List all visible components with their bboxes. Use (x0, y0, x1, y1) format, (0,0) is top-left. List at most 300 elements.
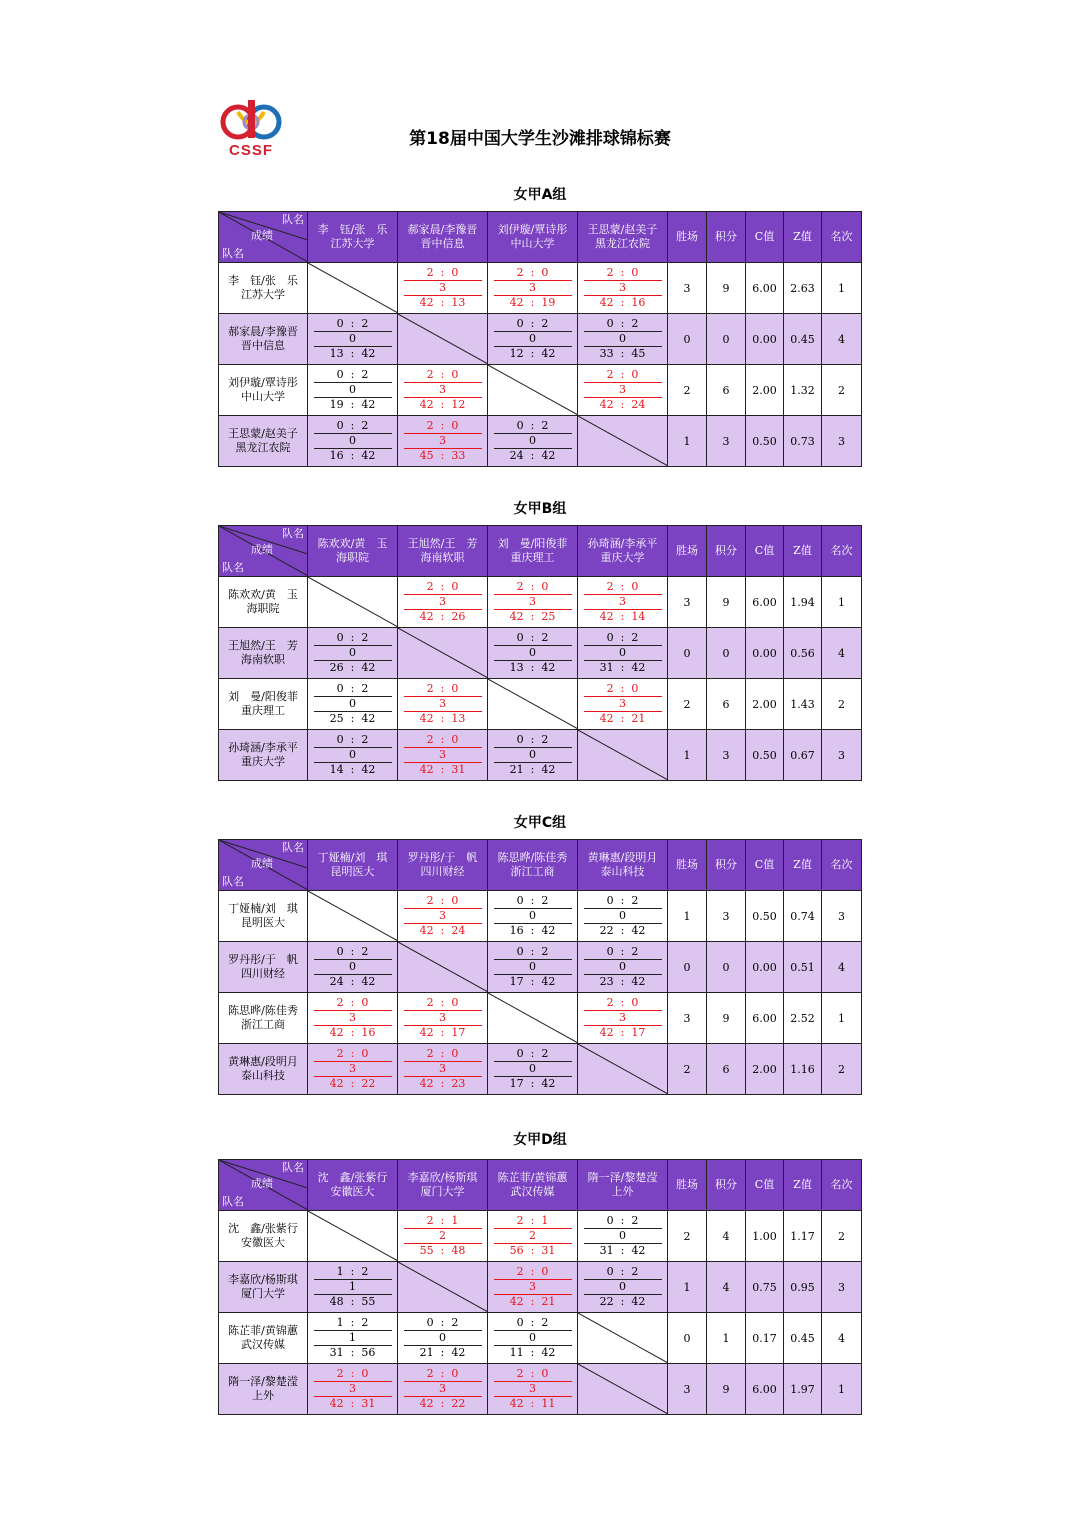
wins-value: 2 (668, 1044, 707, 1095)
team-school: 武汉传媒 (510, 1185, 555, 1198)
rank-value: 4 (822, 628, 862, 679)
rank-value: 3 (822, 891, 862, 942)
z-value: 0.45 (784, 1313, 822, 1364)
match-result-cell (578, 1211, 668, 1262)
row-team-players: 刘 曼/阳俊菲 (228, 690, 298, 703)
diagonal-line (578, 730, 668, 780)
point-score: 13 : 42 (509, 661, 556, 674)
team-column-header (398, 212, 488, 263)
team-players: 王旭然/王 芳 (407, 537, 478, 550)
point-score: 45 : 33 (419, 449, 466, 462)
team-column-header (488, 526, 578, 577)
z-value: 2.63 (784, 263, 822, 314)
match-result (314, 631, 392, 675)
rank-header: 名次 (822, 526, 862, 577)
match-points: 3 (584, 595, 662, 610)
match-points: 0 (494, 960, 572, 975)
match-points: 0 (584, 1280, 662, 1295)
set-score: 2 : 0 (404, 419, 482, 434)
corner-row-label: 队名 (222, 561, 244, 574)
team-column-header (398, 840, 488, 891)
team-row (219, 577, 862, 628)
match-result-cell (398, 891, 488, 942)
match-result (404, 894, 482, 938)
match-result-cell (308, 679, 398, 730)
corner-team-label: 队名 (282, 1161, 304, 1174)
point-score: 26 : 42 (329, 661, 376, 674)
wins-value: 1 (668, 730, 707, 781)
match-result-cell (578, 891, 668, 942)
row-team-name (219, 416, 308, 467)
match-result (404, 419, 482, 463)
match-result-cell (308, 1313, 398, 1364)
row-team-name (219, 730, 308, 781)
standings-table (218, 525, 862, 781)
point-score: 42 : 31 (419, 763, 466, 776)
corner-header (219, 212, 308, 263)
set-score: 2 : 0 (404, 996, 482, 1011)
match-result (584, 317, 662, 361)
team-column-header (308, 840, 398, 891)
set-score: 2 : 0 (314, 996, 392, 1011)
point-score: 22 : 42 (599, 924, 646, 937)
point-score: 17 : 42 (509, 975, 556, 988)
c-value: 6.00 (746, 577, 784, 628)
match-result (404, 1316, 482, 1360)
self-match-cell (308, 891, 398, 942)
set-score: 2 : 0 (404, 580, 482, 595)
match-result-cell (308, 1262, 398, 1313)
set-score: 0 : 2 (584, 631, 662, 646)
header-row (219, 526, 862, 577)
match-points: 2 (404, 1229, 482, 1244)
set-score: 2 : 0 (404, 1047, 482, 1062)
row-team-players: 陈欢欢/黄 玉 (228, 588, 298, 601)
team-row (219, 1262, 862, 1313)
match-result-cell (308, 1044, 398, 1095)
c-value-header: C值 (746, 840, 784, 891)
team-row (219, 314, 862, 365)
row-team-name (219, 993, 308, 1044)
match-result-cell (578, 1262, 668, 1313)
wins-value: 3 (668, 263, 707, 314)
point-score: 16 : 42 (509, 924, 556, 937)
z-value-header: Z值 (784, 526, 822, 577)
team-row (219, 1044, 862, 1095)
row-team-school: 武汉传媒 (241, 1338, 285, 1351)
row-team-players: 陈思晔/陈佳秀 (228, 1004, 298, 1017)
point-score: 24 : 42 (329, 975, 376, 988)
diagonal-line (488, 679, 578, 729)
row-team-school: 泰山科技 (241, 1069, 285, 1082)
match-result (314, 368, 392, 412)
self-match-cell (398, 942, 488, 993)
match-result (494, 1367, 572, 1411)
set-score: 2 : 1 (404, 1214, 482, 1229)
match-result (314, 1265, 392, 1309)
match-points: 3 (404, 748, 482, 763)
match-result-cell (488, 1313, 578, 1364)
match-result-cell (488, 314, 578, 365)
match-result-cell (488, 942, 578, 993)
match-result (314, 945, 392, 989)
points-value: 0 (707, 628, 746, 679)
point-score: 42 : 12 (419, 398, 466, 411)
row-team-school: 黑龙江农院 (235, 441, 291, 454)
match-points: 3 (404, 383, 482, 398)
row-team-school: 四川财经 (241, 967, 285, 980)
match-result-cell (578, 942, 668, 993)
match-result-cell (308, 365, 398, 416)
row-team-name (219, 577, 308, 628)
set-score: 2 : 0 (494, 1367, 572, 1382)
team-school: 昆明医大 (330, 865, 375, 878)
point-score: 42 : 14 (599, 610, 646, 623)
match-result-cell (488, 730, 578, 781)
group-title: 女甲C组 (513, 815, 567, 831)
wins-value: 1 (668, 1262, 707, 1313)
points-value: 6 (707, 365, 746, 416)
corner-header (219, 840, 308, 891)
rank-header: 名次 (822, 1160, 862, 1211)
match-points: 0 (494, 748, 572, 763)
team-school: 海南软职 (420, 551, 465, 564)
wins-value: 1 (668, 891, 707, 942)
team-row (219, 679, 862, 730)
self-match-cell (308, 263, 398, 314)
team-players: 刘伊璇/覃诗彤 (497, 223, 568, 236)
points-value: 3 (707, 891, 746, 942)
self-match-cell (398, 1262, 488, 1313)
c-value: 2.00 (746, 679, 784, 730)
set-score: 0 : 2 (494, 894, 572, 909)
team-school: 浙江工商 (510, 865, 555, 878)
team-players: 郝家晨/李豫晋 (407, 223, 478, 236)
row-team-name (219, 1262, 308, 1313)
team-column-header (488, 212, 578, 263)
c-value-header: C值 (746, 526, 784, 577)
set-score: 2 : 0 (404, 1367, 482, 1382)
set-score: 2 : 0 (404, 368, 482, 383)
match-result (584, 1214, 662, 1258)
set-score: 0 : 2 (314, 631, 392, 646)
match-result (404, 1367, 482, 1411)
z-value: 1.97 (784, 1364, 822, 1415)
row-team-school: 上外 (252, 1389, 274, 1402)
set-score: 2 : 0 (584, 580, 662, 595)
match-points: 3 (584, 281, 662, 296)
set-score: 0 : 2 (584, 894, 662, 909)
set-score: 2 : 0 (314, 1367, 392, 1382)
team-school: 上外 (611, 1185, 634, 1198)
team-column-header (578, 1160, 668, 1211)
match-result (404, 368, 482, 412)
match-result (314, 733, 392, 777)
row-team-name (219, 891, 308, 942)
self-match-cell (488, 679, 578, 730)
row-team-players: 罗丹彤/于 帆 (228, 953, 298, 966)
point-score: 25 : 42 (329, 712, 376, 725)
match-points: 0 (494, 1062, 572, 1077)
wins-value: 0 (668, 628, 707, 679)
wins-value: 3 (668, 577, 707, 628)
row-team-players: 王思蒙/赵美子 (228, 427, 298, 440)
diagonal-line (578, 416, 668, 466)
team-players: 黄琳惠/段明月 (587, 851, 658, 864)
match-result (314, 317, 392, 361)
point-score: 16 : 42 (329, 449, 376, 462)
wins-value: 3 (668, 993, 707, 1044)
logo-text: CSSF (228, 142, 273, 159)
wins-value: 3 (668, 1364, 707, 1415)
set-score: 2 : 0 (584, 266, 662, 281)
z-value: 0.45 (784, 314, 822, 365)
row-team-players: 黄琳惠/段明月 (228, 1055, 298, 1068)
match-points: 3 (404, 281, 482, 296)
match-points: 3 (584, 1011, 662, 1026)
match-result (584, 682, 662, 726)
match-points: 3 (494, 595, 572, 610)
c-value: 2.00 (746, 365, 784, 416)
team-row (219, 891, 862, 942)
header-row (219, 1160, 862, 1211)
group-title: 女甲D组 (513, 1132, 567, 1148)
c-value-header: C值 (746, 1160, 784, 1211)
team-players: 孙琦涵/李承平 (587, 537, 658, 550)
match-result (314, 996, 392, 1040)
z-value: 1.94 (784, 577, 822, 628)
cssf-logo (218, 98, 284, 162)
team-column-header (578, 526, 668, 577)
team-school: 四川财经 (420, 865, 465, 878)
rank-value: 2 (822, 365, 862, 416)
point-score: 21 : 42 (419, 1346, 466, 1359)
c-value: 6.00 (746, 993, 784, 1044)
match-points: 0 (494, 1331, 572, 1346)
team-school: 江苏大学 (330, 237, 375, 250)
set-score: 0 : 2 (314, 682, 392, 697)
rank-header: 名次 (822, 840, 862, 891)
match-result (584, 368, 662, 412)
row-team-school: 昆明医大 (241, 916, 285, 929)
set-score: 2 : 0 (404, 266, 482, 281)
team-school: 晋中信息 (420, 237, 465, 250)
point-score: 42 : 13 (419, 296, 466, 309)
rank-value: 4 (822, 1313, 862, 1364)
match-result-cell (488, 263, 578, 314)
corner-score-label: 成绩 (251, 1177, 273, 1190)
set-score: 0 : 2 (314, 419, 392, 434)
diagonal-line (488, 993, 578, 1043)
team-row (219, 365, 862, 416)
points-value: 9 (707, 263, 746, 314)
corner-row-label: 队名 (222, 875, 244, 888)
match-result (494, 945, 572, 989)
match-result (494, 266, 572, 310)
point-score: 42 : 17 (419, 1026, 466, 1039)
team-column-header (308, 1160, 398, 1211)
match-result-cell (308, 942, 398, 993)
match-result-cell (308, 730, 398, 781)
match-result-cell (398, 993, 488, 1044)
match-result (584, 996, 662, 1040)
self-match-cell (398, 314, 488, 365)
match-result-cell (488, 1262, 578, 1313)
wins-header: 胜场 (668, 526, 707, 577)
match-result (494, 631, 572, 675)
corner-header (219, 526, 308, 577)
rank-header: 名次 (822, 212, 862, 263)
standings-table (218, 211, 862, 467)
set-score: 1 : 2 (314, 1265, 392, 1280)
rank-value: 1 (822, 263, 862, 314)
self-match-cell (488, 365, 578, 416)
points-value: 1 (707, 1313, 746, 1364)
set-score: 0 : 2 (494, 631, 572, 646)
match-points: 0 (584, 332, 662, 347)
team-row (219, 730, 862, 781)
header-row (219, 840, 862, 891)
team-row (219, 1364, 862, 1415)
point-score: 23 : 42 (599, 975, 646, 988)
match-result (404, 733, 482, 777)
group-title: 女甲A组 (513, 187, 567, 203)
diagonal-line (578, 1313, 668, 1363)
point-score: 42 : 11 (509, 1397, 556, 1410)
points-header: 积分 (707, 840, 746, 891)
points-value: 9 (707, 1364, 746, 1415)
match-result-cell (398, 365, 488, 416)
c-value-header: C值 (746, 212, 784, 263)
rank-value: 1 (822, 993, 862, 1044)
match-result-cell (398, 1044, 488, 1095)
set-score: 0 : 2 (494, 317, 572, 332)
row-team-name (219, 1044, 308, 1095)
points-value: 3 (707, 416, 746, 467)
point-score: 22 : 42 (599, 1295, 646, 1308)
match-result (404, 1214, 482, 1258)
points-value: 4 (707, 1262, 746, 1313)
match-points: 0 (584, 960, 662, 975)
match-result-cell (578, 365, 668, 416)
z-value: 0.51 (784, 942, 822, 993)
match-result-cell (488, 1211, 578, 1262)
diagonal-line (578, 1044, 668, 1094)
match-result-cell (308, 993, 398, 1044)
wins-value: 2 (668, 365, 707, 416)
match-points: 3 (314, 1062, 392, 1077)
points-value: 0 (707, 314, 746, 365)
rank-value: 3 (822, 1262, 862, 1313)
z-value: 0.67 (784, 730, 822, 781)
match-points: 0 (314, 383, 392, 398)
row-team-name (219, 314, 308, 365)
match-points: 0 (314, 697, 392, 712)
match-result (494, 733, 572, 777)
match-result (314, 1316, 392, 1360)
team-school: 泰山科技 (600, 865, 645, 878)
self-match-cell (578, 1364, 668, 1415)
z-value: 1.17 (784, 1211, 822, 1262)
match-points: 1 (314, 1331, 392, 1346)
match-result-cell (398, 1313, 488, 1364)
c-value: 0.75 (746, 1262, 784, 1313)
points-value: 3 (707, 730, 746, 781)
team-players: 陈欢欢/黄 玉 (317, 537, 388, 550)
c-value: 0.00 (746, 314, 784, 365)
match-points: 0 (494, 646, 572, 661)
set-score: 2 : 0 (584, 682, 662, 697)
team-school: 海职院 (336, 551, 369, 564)
point-score: 42 : 24 (599, 398, 646, 411)
self-match-cell (578, 1313, 668, 1364)
set-score: 1 : 2 (314, 1316, 392, 1331)
row-team-players: 刘伊璇/覃诗彤 (228, 376, 298, 389)
set-score: 2 : 0 (494, 266, 572, 281)
z-value: 1.16 (784, 1044, 822, 1095)
match-result (404, 682, 482, 726)
c-value: 0.50 (746, 730, 784, 781)
diagonal-line (398, 942, 488, 992)
z-value: 2.52 (784, 993, 822, 1044)
team-row (219, 263, 862, 314)
match-points: 3 (404, 434, 482, 449)
team-column-header (488, 840, 578, 891)
team-column-header (488, 1160, 578, 1211)
rank-value: 4 (822, 942, 862, 993)
match-result-cell (488, 891, 578, 942)
rank-value: 1 (822, 1364, 862, 1415)
match-points: 3 (314, 1382, 392, 1397)
match-result (494, 1047, 572, 1091)
match-result-cell (578, 263, 668, 314)
row-team-players: 陈芷菲/黄锦蕙 (228, 1324, 298, 1337)
match-result-cell (398, 416, 488, 467)
match-result (314, 1367, 392, 1411)
diagonal-line (308, 263, 398, 313)
team-players: 丁娅楠/刘 琪 (317, 851, 388, 864)
points-value: 4 (707, 1211, 746, 1262)
point-score: 12 : 42 (509, 347, 556, 360)
c-value: 6.00 (746, 1364, 784, 1415)
set-score: 0 : 2 (494, 1047, 572, 1062)
team-column-header (398, 1160, 488, 1211)
match-points: 3 (584, 383, 662, 398)
points-value: 0 (707, 942, 746, 993)
match-result-cell (578, 679, 668, 730)
set-score: 2 : 0 (404, 894, 482, 909)
row-team-players: 郝家晨/李豫晋 (228, 325, 298, 338)
match-result-cell (488, 1364, 578, 1415)
team-players: 刘 曼/阳俊菲 (497, 537, 568, 550)
row-team-school: 浙江工商 (241, 1018, 285, 1031)
set-score: 0 : 2 (494, 419, 572, 434)
diagonal-line (398, 628, 488, 678)
row-team-name (219, 679, 308, 730)
match-points: 3 (404, 697, 482, 712)
logo-emblem-icon (218, 98, 284, 142)
point-score: 17 : 42 (509, 1077, 556, 1090)
row-team-school: 重庆大学 (241, 755, 285, 768)
z-value-header: Z值 (784, 212, 822, 263)
point-score: 13 : 42 (329, 347, 376, 360)
match-points: 3 (404, 595, 482, 610)
team-school: 厦门大学 (420, 1185, 465, 1198)
row-team-players: 李 钰/张 乐 (228, 274, 298, 287)
points-value: 6 (707, 1044, 746, 1095)
rank-value: 3 (822, 730, 862, 781)
corner-header (219, 1160, 308, 1211)
